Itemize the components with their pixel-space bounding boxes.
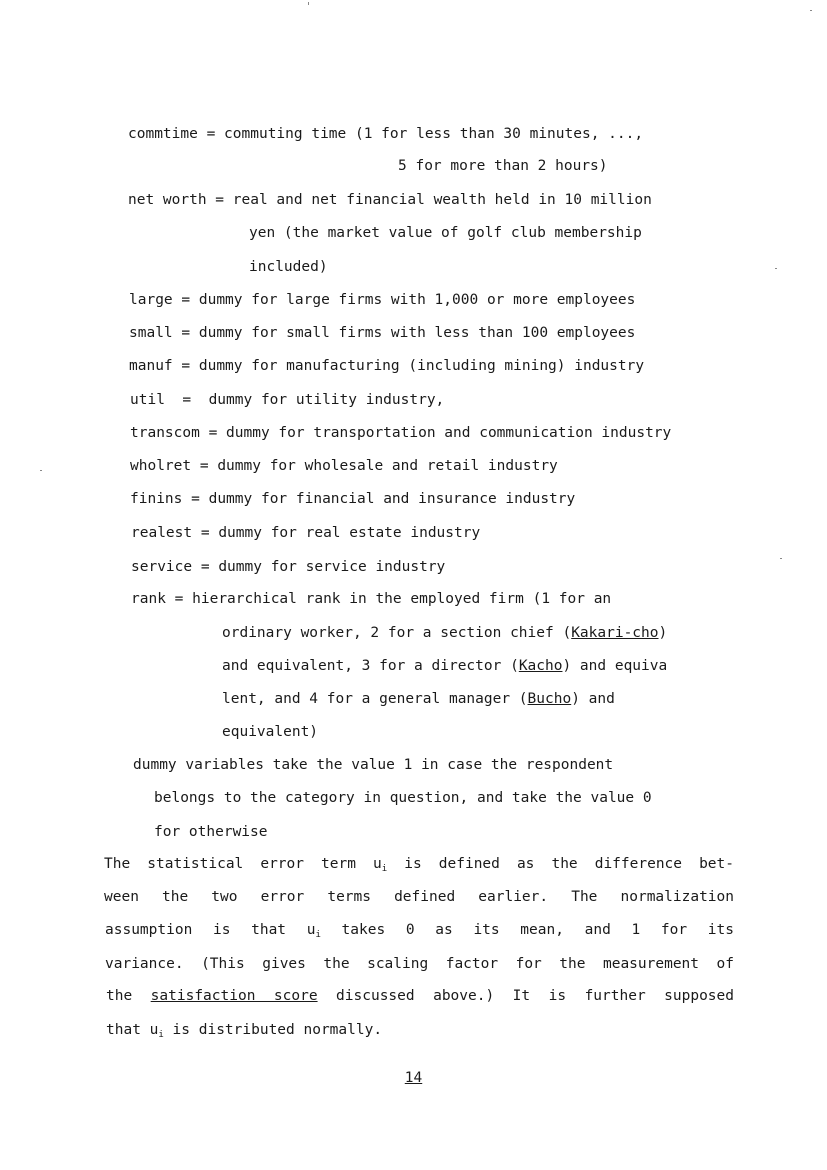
paragraph-line-5: the satisfaction score discussed above.) It is further supposed [106,988,734,1004]
definition-commtime: commtime = commuting time (1 for less than 30 minutes, ..., [128,126,644,142]
definition-realest: realest = dummy for real estate industry [131,525,481,541]
paragraph-line-2: ween the two error terms defined earlier. The normalization [104,889,734,905]
term-bucho: Bucho [527,691,572,707]
definition-service: service = dummy for service industry [131,559,446,575]
definition-finins: finins = dummy for financial and insurance industry [130,491,576,507]
scan-mark [40,470,42,471]
definition-small: small = dummy for small firms with less than 100 employees [129,325,636,341]
definition-rank-cont-1: ordinary worker, 2 for a section chief (Kakari-cho) [222,625,668,641]
definition-net-worth: net worth = real and net financial wealth held in 10 million [128,192,652,208]
definition-util: util = dummy for utility industry, [130,392,445,408]
scan-mark [780,558,782,559]
definition-rank-cont-3: lent, and 4 for a general manager (Bucho) and [222,691,615,707]
term-kakari-cho: Kakari-cho [571,625,659,641]
term-satisfaction-score: satisfaction score [150,988,318,1004]
scan-mark [810,10,812,11]
paragraph-line-6: that $u_i$ is distributed normally. [106,1022,383,1040]
paragraph-line-3: assumption is that $u_i$ takes 0 as its mean, and 1 for its [105,922,734,940]
definition-rank-cont-4: equivalent) [222,724,319,740]
definition-net-worth-cont-2: included) [249,259,328,275]
definition-rank: rank = hierarchical rank in the employed firm (1 for an [131,591,612,607]
definition-commtime-cont: 5 for more than 2 hours) [398,158,608,174]
definition-wholret: wholret = dummy for wholesale and retail industry [130,458,558,474]
definition-manuf: manuf = dummy for manufacturing (including mining) industry [129,358,645,374]
dummy-note-line-1: dummy variables take the value 1 in case the respondent [133,757,614,773]
dummy-note-line-3: for otherwise [154,824,268,840]
dummy-note-line-2: belongs to the category in question, and take the value 0 [154,790,652,806]
page-number: 14 [404,1070,423,1086]
definition-transcom: transcom = dummy for transportation and communication industry [130,425,672,441]
paragraph-line-1: The statistical error term $u_i$ is defined as the difference bet- [104,856,734,874]
scan-mark [308,2,309,5]
paragraph-line-4: variance. (This gives the scaling factor for the measurement of [105,956,734,972]
term-kacho: Kacho [518,658,563,674]
definition-rank-cont-2: and equivalent, 3 for a director (Kacho) and equiva [222,658,668,674]
definition-large: large = dummy for large firms with 1,000 or more employees [129,292,636,308]
scan-mark [775,268,777,269]
definition-net-worth-cont-1: yen (the market value of golf club membership [249,225,642,241]
